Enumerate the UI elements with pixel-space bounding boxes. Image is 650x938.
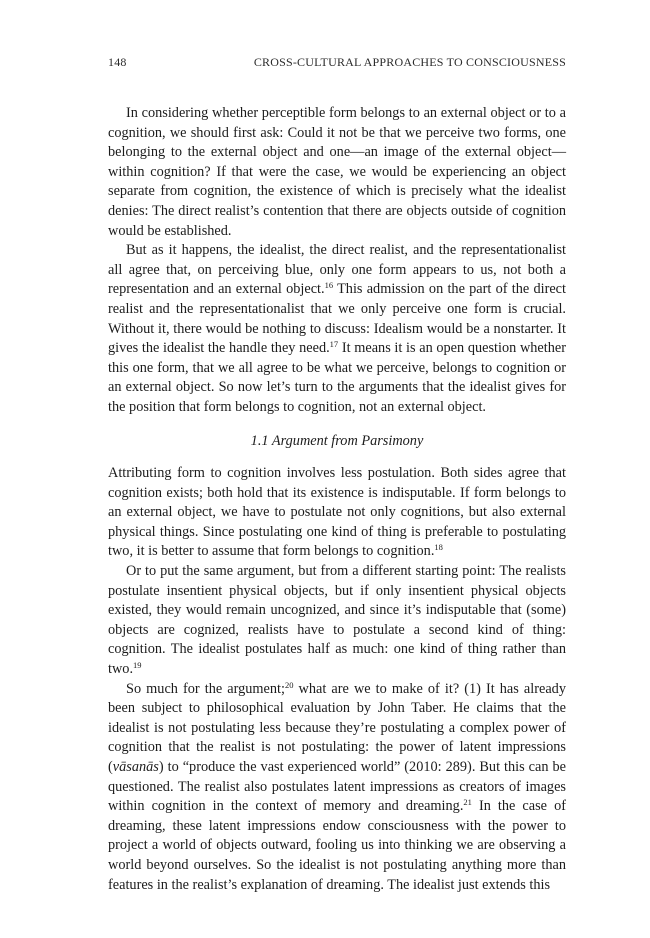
footnote-marker-19: 19 — [133, 660, 142, 671]
footnote-marker-16: 16 — [324, 280, 334, 291]
paragraph-4 — [108, 562, 566, 680]
paragraph-5-text-d: In the case of dreaming, these latent impressions endow consciousness with the power to project a world of objects outward, fooling us into thinking we are observing a world beyond ourselves. So the idealist is not postulating anything more than features in the realist’s explanation of dreaming. The idealist just extends this — [108, 798, 566, 893]
section-heading-number: 1.1 — [250, 432, 269, 449]
section-heading — [108, 432, 566, 452]
paragraph-1-text: In considering whether perceptible form belongs to an external object or to a cognition, we should first ask: Could it not be that we perceive two forms, one belonging to the external object and one—an image of the external object—within cognition? If that were the case, we would be experiencing an object separate from cognition, the existence of which is precisely what the idealist denies: The direct realist’s contention that there are objects outside of cognition would be established. — [108, 105, 566, 239]
paragraph-3 — [108, 464, 566, 562]
paragraph-2-text-b: This admission on the part of the direct realist and the representationalist that we only perceive one form is crucial. Without it, there would be nothing to discuss: Idealism would be a nonstarter. It gives the idealist the handle they need. — [108, 281, 566, 357]
paragraph-5 — [108, 680, 566, 896]
paragraph-2 — [108, 241, 566, 417]
paragraph-4-text: Or to put the same argument, but from a different starting point: The realists postulate insentient physical objects, but if only insentient physical objects existed, they would remain uncognized, and since it’s indisputable that (some) objects are cognized, realists have to postulate a second kind of thing: cognition. The idealist postulates half as much: one kind of thing rather than two. — [108, 563, 566, 678]
paragraph-5-text-a: So much for the argument; — [126, 680, 285, 697]
paragraph-1 — [108, 104, 566, 241]
footnote-marker-18: 18 — [434, 542, 443, 553]
running-title: CROSS-CULTURAL APPROACHES TO CONSCIOUSNESS — [253, 55, 566, 69]
section-heading-text: Argument from Parsimony — [271, 432, 424, 449]
paragraph-2-text-a: But as it happens, the idealist, the direct realist, and the representationalist all agree that, on perceiving blue, only one form appears to us, not both a representation and an external object. — [108, 242, 566, 298]
paragraph-5-text-c: ) to “produce the vast experienced world” (2010: 289). But this can be questioned. The realist also postulates latent impressions as creators of images within cognition in the context of memory and dreaming. — [108, 759, 566, 815]
paragraph-5-text-b: what are we to make of it? (1) It has already been subject to philosophical evaluation by John Taber. He claims that the idealist is not postulating less because they’re postulating a complex power of cognition that the realist is not postulating: the power of latent impressions ( — [108, 680, 566, 775]
sanskrit-term-vasanas: vāsanās — [112, 759, 159, 775]
footnote-marker-21: 21 — [463, 797, 472, 808]
page-number: 148 — [108, 55, 127, 69]
paragraph-2-text-c: It means it is an open question whether this one form, that we all agree to be what we perceive, belongs to cognition or an external object. So now let’s turn to the arguments that the idealist gives for the position that form belongs to cognition, not an external object. — [108, 340, 566, 415]
paragraph-3-text: Attributing form to cognition involves less postulation. Both sides agree that cognition exists; both hold that its existence is indisputable. If form belongs to an external object, we have to postulate not only cognitions, but also external physical things. Since postulating one kind of thing is preferable to postulating two, it is better to assume that form belongs to cognition. — [108, 465, 566, 560]
footnote-marker-20: 20 — [284, 679, 294, 690]
body-text — [108, 104, 566, 895]
footnote-marker-17: 17 — [329, 339, 339, 350]
